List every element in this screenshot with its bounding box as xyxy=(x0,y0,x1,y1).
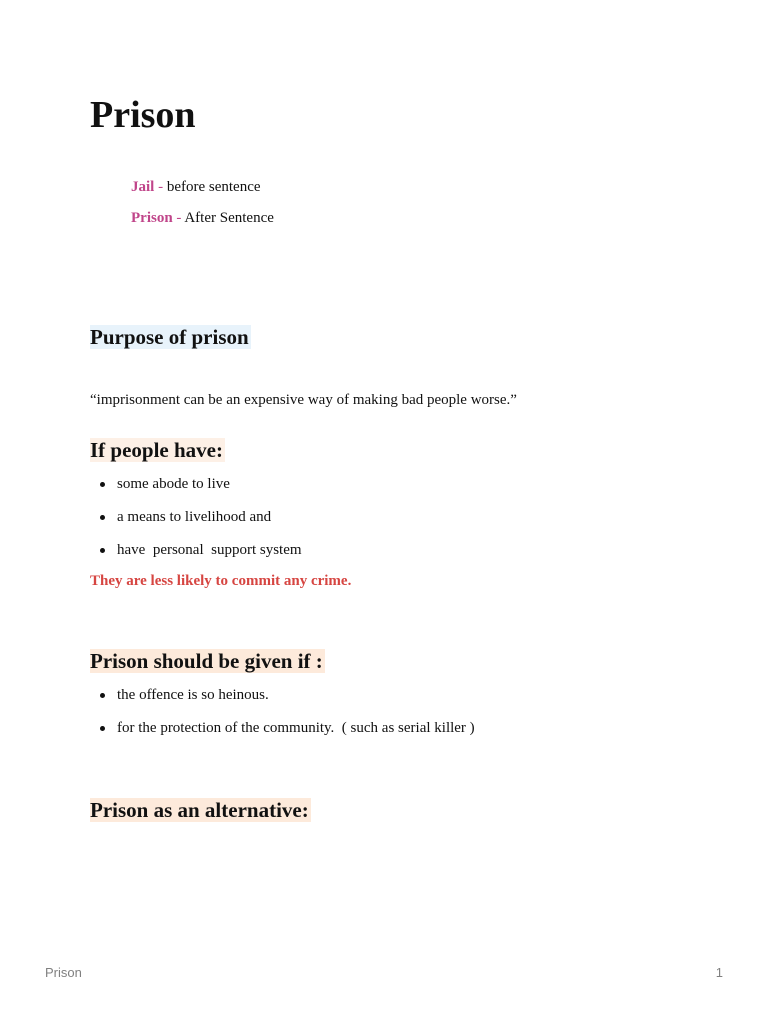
page-number: 1 xyxy=(715,965,723,980)
list-item-text: for the protection of the community. ( such as serial killer ) xyxy=(117,720,475,736)
conclusion-text: They are less likely to commit any crime. xyxy=(90,573,352,589)
list-item xyxy=(90,506,302,539)
definition-dash: - xyxy=(172,210,185,226)
if-people-have-heading-text: If people have: xyxy=(90,438,223,462)
purpose-heading xyxy=(90,324,251,350)
definition-jail xyxy=(131,176,274,207)
prison-given-heading-text: Prison should be given if : xyxy=(90,649,323,673)
list-item-text: some abode to live xyxy=(117,476,230,492)
definition-term: Prison xyxy=(131,210,173,226)
definition-prison xyxy=(131,207,274,238)
alternative-heading xyxy=(90,797,311,823)
list-item-text: the offence is so heinous. xyxy=(117,687,269,703)
bullet-icon xyxy=(100,726,105,731)
definition-dash: - xyxy=(154,179,167,195)
prison-given-list xyxy=(90,684,475,750)
list-item xyxy=(90,539,302,572)
definition-text: before sentence xyxy=(166,179,261,195)
purpose-heading-text: Purpose of prison xyxy=(90,325,249,349)
prison-given-heading xyxy=(90,648,325,674)
list-item xyxy=(90,717,475,750)
bullet-icon xyxy=(100,693,105,698)
page-title: Prison xyxy=(90,94,196,136)
footer-title: Prison xyxy=(45,965,82,980)
purpose-quote: “imprisonment can be an expensive way of making bad people worse.” xyxy=(90,392,517,408)
alternative-heading-text: Prison as an alternative: xyxy=(90,798,309,822)
bullet-icon xyxy=(100,515,105,520)
bullet-icon xyxy=(100,482,105,487)
list-item xyxy=(90,684,475,717)
list-item-text: have personal support system xyxy=(117,542,302,558)
list-item xyxy=(90,473,302,506)
definitions-list xyxy=(131,176,274,238)
if-people-have-heading xyxy=(90,437,225,463)
definition-term: Jail xyxy=(131,179,155,195)
if-people-have-list xyxy=(90,473,302,572)
list-item-text: a means to livelihood and xyxy=(117,509,272,525)
bullet-icon xyxy=(100,548,105,553)
definition-text: After Sentence xyxy=(184,210,274,226)
